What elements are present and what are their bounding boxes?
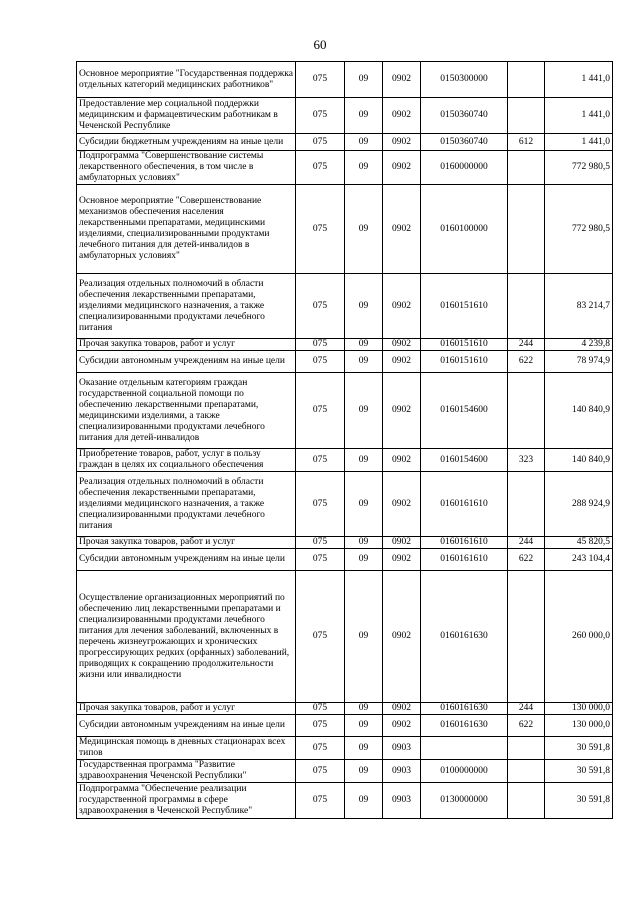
section-code-cell: 09 [345, 373, 383, 449]
amount-cell: 1 441,0 [545, 62, 613, 98]
subsection-code-cell: 0902 [383, 703, 421, 715]
table-row [77, 351, 613, 373]
section-code-cell: 09 [345, 98, 383, 134]
section-code-cell: 09 [345, 62, 383, 98]
amount-cell: 30 591,8 [545, 760, 613, 783]
item-name-cell: Государственная программа "Развитие здравоохранения Чеченской Республики" [77, 760, 296, 783]
table-row [77, 62, 613, 98]
subsection-code-cell: 0902 [383, 274, 421, 339]
table-row [77, 472, 613, 537]
subsection-code-cell: 0902 [383, 449, 421, 472]
subsection-code-cell: 0902 [383, 151, 421, 185]
target-code-cell: 0130000000 [421, 783, 508, 819]
section-code-cell: 09 [345, 134, 383, 151]
expense-type-cell: 244 [508, 537, 545, 549]
section-code-cell: 09 [345, 737, 383, 760]
section-code-cell: 09 [345, 449, 383, 472]
target-code-cell [421, 737, 508, 760]
item-name-cell: Оказание отдельным категориям граждан государственной социальной помощи по обеспечению лекарственными препаратами, медицинскими изделиями, а также специализированными продуктами лечебного питания для детей-инвалидов [77, 373, 296, 449]
ministry-code-cell: 075 [296, 760, 345, 783]
ministry-code-cell: 075 [296, 449, 345, 472]
subsection-code-cell: 0902 [383, 472, 421, 537]
item-name-cell: Прочая закупка товаров, работ и услуг [77, 339, 296, 351]
table-row [77, 549, 613, 571]
section-code-cell: 09 [345, 760, 383, 783]
section-code-cell: 09 [345, 339, 383, 351]
item-name-cell: Прочая закупка товаров, работ и услуг [77, 537, 296, 549]
ministry-code-cell: 075 [296, 472, 345, 537]
amount-cell: 30 591,8 [545, 783, 613, 819]
expense-type-cell: 244 [508, 703, 545, 715]
target-code-cell: 0160000000 [421, 151, 508, 185]
target-code-cell: 0160154600 [421, 373, 508, 449]
section-code-cell: 09 [345, 549, 383, 571]
amount-cell: 45 820,5 [545, 537, 613, 549]
subsection-code-cell: 0902 [383, 373, 421, 449]
subsection-code-cell: 0902 [383, 351, 421, 373]
target-code-cell: 0160151610 [421, 339, 508, 351]
target-code-cell: 0160100000 [421, 185, 508, 274]
expense-type-cell [508, 760, 545, 783]
ministry-code-cell: 075 [296, 339, 345, 351]
expense-type-cell: 622 [508, 351, 545, 373]
target-code-cell: 0160161610 [421, 537, 508, 549]
table-row [77, 339, 613, 351]
target-code-cell: 0100000000 [421, 760, 508, 783]
amount-cell: 243 104,4 [545, 549, 613, 571]
ministry-code-cell: 075 [296, 62, 345, 98]
section-code-cell: 09 [345, 783, 383, 819]
ministry-code-cell: 075 [296, 134, 345, 151]
expense-type-cell: 323 [508, 449, 545, 472]
ministry-code-cell: 075 [296, 185, 345, 274]
table-row [77, 537, 613, 549]
expense-type-cell: 622 [508, 549, 545, 571]
item-name-cell: Подпрограмма "Совершенствование системы лекарственного обеспечения, в том числе в амбулаторных условиях" [77, 151, 296, 185]
section-code-cell: 09 [345, 571, 383, 703]
amount-cell: 1 441,0 [545, 134, 613, 151]
table-row [77, 703, 613, 715]
expense-type-cell [508, 274, 545, 339]
item-name-cell: Предоставление мер социальной поддержки медицинским и фармацевтическим работникам в Чеченской Республике [77, 98, 296, 134]
subsection-code-cell: 0902 [383, 339, 421, 351]
table-row [77, 373, 613, 449]
target-code-cell: 0160161610 [421, 549, 508, 571]
ministry-code-cell: 075 [296, 715, 345, 737]
ministry-code-cell: 075 [296, 151, 345, 185]
subsection-code-cell: 0903 [383, 783, 421, 819]
subsection-code-cell: 0902 [383, 134, 421, 151]
section-code-cell: 09 [345, 151, 383, 185]
ministry-code-cell: 075 [296, 571, 345, 703]
expense-type-cell [508, 571, 545, 703]
subsection-code-cell: 0903 [383, 760, 421, 783]
subsection-code-cell: 0902 [383, 549, 421, 571]
section-code-cell: 09 [345, 185, 383, 274]
subsection-code-cell: 0902 [383, 62, 421, 98]
amount-cell: 260 000,0 [545, 571, 613, 703]
expense-type-cell [508, 62, 545, 98]
expense-type-cell [508, 737, 545, 760]
section-code-cell: 09 [345, 351, 383, 373]
item-name-cell: Реализация отдельных полномочий в области обеспечения лекарственными препаратами, изделиями медицинского назначения, а также специализированными продуктами лечебного питания [77, 472, 296, 537]
table-row [77, 737, 613, 760]
expense-type-cell: 244 [508, 339, 545, 351]
item-name-cell: Реализация отдельных полномочий в области обеспечения лекарственными препаратами, изделиями медицинского назначения, а также специализированными продуктами лечебного питания [77, 274, 296, 339]
amount-cell: 130 000,0 [545, 715, 613, 737]
amount-cell: 772 980,5 [545, 185, 613, 274]
section-code-cell: 09 [345, 274, 383, 339]
ministry-code-cell: 075 [296, 351, 345, 373]
table-row [77, 715, 613, 737]
ministry-code-cell: 075 [296, 737, 345, 760]
table-row [77, 185, 613, 274]
amount-cell: 4 239,8 [545, 339, 613, 351]
item-name-cell: Приобретение товаров, работ, услуг в пользу граждан в целях их социального обеспечения [77, 449, 296, 472]
amount-cell: 78 974,9 [545, 351, 613, 373]
item-name-cell: Субсидии автономным учреждениям на иные цели [77, 715, 296, 737]
amount-cell: 288 924,9 [545, 472, 613, 537]
section-code-cell: 09 [345, 537, 383, 549]
table-row [77, 760, 613, 783]
target-code-cell: 0160151610 [421, 274, 508, 339]
item-name-cell: Основное мероприятие "Государственная поддержка отдельных категорий медицинских работников" [77, 62, 296, 98]
ministry-code-cell: 075 [296, 274, 345, 339]
amount-cell: 772 980,5 [545, 151, 613, 185]
section-code-cell: 09 [345, 472, 383, 537]
section-code-cell: 09 [345, 715, 383, 737]
ministry-code-cell: 075 [296, 98, 345, 134]
table-row [77, 449, 613, 472]
item-name-cell: Субсидии бюджетным учреждениям на иные цели [77, 134, 296, 151]
table-row [77, 98, 613, 134]
target-code-cell: 0160161610 [421, 472, 508, 537]
subsection-code-cell: 0902 [383, 185, 421, 274]
expense-type-cell [508, 373, 545, 449]
amount-cell: 140 840,9 [545, 373, 613, 449]
table-row [77, 783, 613, 819]
item-name-cell: Медицинская помощь в дневных стационарах всех типов [77, 737, 296, 760]
target-code-cell: 0150360740 [421, 98, 508, 134]
section-code-cell: 09 [345, 703, 383, 715]
budget-table [76, 61, 613, 819]
subsection-code-cell: 0902 [383, 537, 421, 549]
ministry-code-cell: 075 [296, 537, 345, 549]
expense-type-cell: 622 [508, 715, 545, 737]
expense-type-cell [508, 98, 545, 134]
table-row [77, 274, 613, 339]
item-name-cell: Подпрограмма "Обеспечение реализации государственной программы в сфере здравоохранения в Чеченской Республике" [77, 783, 296, 819]
amount-cell: 1 441,0 [545, 98, 613, 134]
target-code-cell: 0160161630 [421, 571, 508, 703]
subsection-code-cell: 0902 [383, 715, 421, 737]
amount-cell: 130 000,0 [545, 703, 613, 715]
target-code-cell: 0150300000 [421, 62, 508, 98]
table-row [77, 134, 613, 151]
expense-type-cell [508, 783, 545, 819]
expense-type-cell [508, 472, 545, 537]
expense-type-cell [508, 151, 545, 185]
item-name-cell: Субсидии автономным учреждениям на иные цели [77, 549, 296, 571]
item-name-cell: Осуществление организационных мероприятий по обеспечению лиц лекарственными препаратами и специализированными продуктами лечебного питания для лечения заболеваний, включенных в перечень жизнеугрожающих и хронических прогрессирующих редких (орфанных) заболеваний, приводящих к сокращению продолжительности жизни или инвалидности [77, 571, 296, 703]
table-row [77, 571, 613, 703]
item-name-cell: Прочая закупка товаров, работ и услуг [77, 703, 296, 715]
ministry-code-cell: 075 [296, 703, 345, 715]
ministry-code-cell: 075 [296, 783, 345, 819]
expense-type-cell [508, 185, 545, 274]
page-number: 60 [313, 37, 327, 52]
ministry-code-cell: 075 [296, 373, 345, 449]
table-row [77, 151, 613, 185]
expense-type-cell: 612 [508, 134, 545, 151]
target-code-cell: 0160151610 [421, 351, 508, 373]
subsection-code-cell: 0903 [383, 737, 421, 760]
ministry-code-cell: 075 [296, 549, 345, 571]
target-code-cell: 0150360740 [421, 134, 508, 151]
subsection-code-cell: 0902 [383, 98, 421, 134]
target-code-cell: 0160161630 [421, 715, 508, 737]
amount-cell: 83 214,7 [545, 274, 613, 339]
target-code-cell: 0160161630 [421, 703, 508, 715]
target-code-cell: 0160154600 [421, 449, 508, 472]
amount-cell: 140 840,9 [545, 449, 613, 472]
item-name-cell: Субсидии автономным учреждениям на иные цели [77, 351, 296, 373]
amount-cell: 30 591,8 [545, 737, 613, 760]
item-name-cell: Основное мероприятие "Совершенствование механизмов обеспечения населения лекарственными препаратами, медицинскими изделиями, специализированными продуктами лечебного питания для детей-инвалидов в амбулаторных условиях" [77, 185, 296, 274]
subsection-code-cell: 0902 [383, 571, 421, 703]
